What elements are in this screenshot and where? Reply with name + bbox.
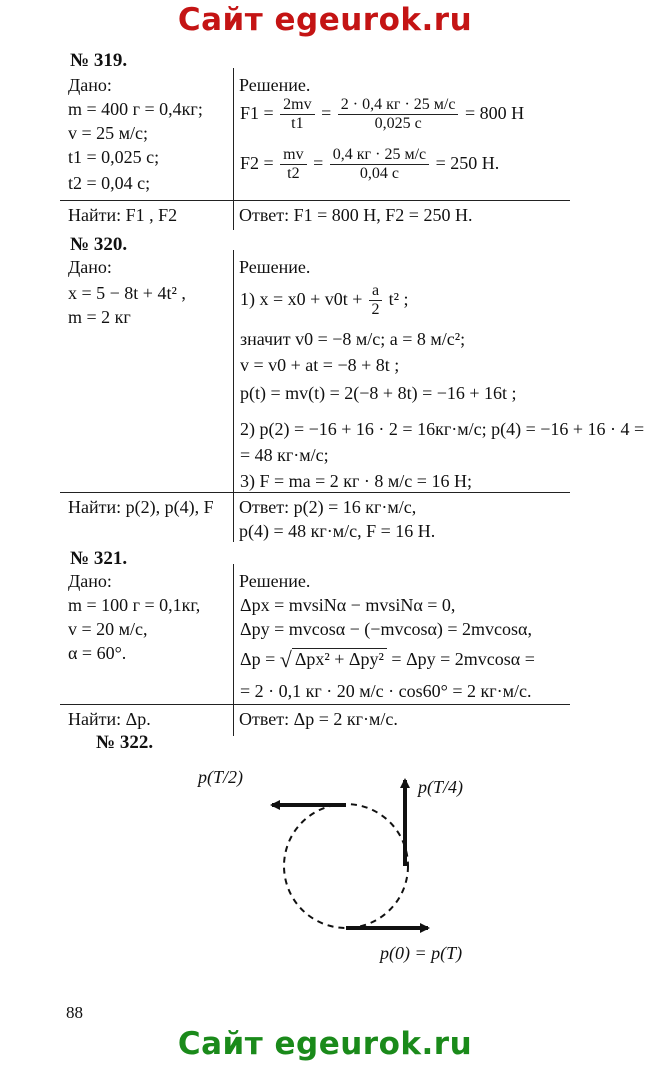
p321-line3-end: = Δpy = 2mvcosα =: [391, 649, 535, 669]
p320-answer-2: p(4) = 48 кг·м/с, F = 16 Н.: [239, 521, 436, 541]
p321-line-1: Δpx = mvsiNα − mvsiNα = 0,: [240, 595, 456, 615]
p319-eq1-result: = 800 Н: [464, 103, 525, 124]
site-watermark-bottom: Сайт egeurok.ru: [177, 1026, 473, 1062]
p319-eq2-den-1: t2: [287, 165, 300, 183]
p319-given-3: t1 = 0,025 с;: [68, 147, 160, 167]
p319-equation-1: F1 = $\frac{2mv}{t1}$ = $\frac{2 \cdot 0,4 кг \cdot 25 м/с}{0,025 с}$ = 800 Н: [240, 96, 525, 133]
problem-321-number: № 321.: [70, 548, 128, 569]
p319-equation-2: F2 = $\frac{mv}{t2}$ = $\frac{0,4 кг \cdot 25 м/с}{0,04 с}$ = 250 Н.: [240, 146, 500, 183]
p320-given-1: x = 5 − 8t + 4t² ,: [68, 283, 186, 303]
p320-line1-start: 1) x = x0 + v0t +: [240, 289, 363, 310]
label-p-half-period: p(T/2): [198, 767, 243, 787]
p321-line-4: = 2 · 0,1 кг · 20 м/с · cos60° = 2 кг·м/с.: [240, 681, 532, 701]
p320-given-2: m = 2 кг: [68, 307, 131, 327]
p319-eq2-num-1: mv: [280, 146, 306, 165]
p320-line-4: p(t) = mv(t) = 2(−8 + 8t) = −16 + 16t ;: [240, 383, 517, 403]
sqrt-sign-icon: √: [279, 647, 292, 672]
p321-line3-radicand: Δpx² + Δpy²: [292, 648, 387, 668]
p320-line1-end: t² ;: [388, 289, 409, 310]
p321-given-label: Дано:: [68, 571, 112, 591]
p319-given-2: v = 25 м/с;: [68, 123, 149, 143]
p320-line-7: 3) F = ma = 2 кг · 8 м/с = 16 Н;: [240, 471, 472, 491]
p321-find: Найти: Δp.: [68, 709, 151, 729]
p321-given-2: v = 20 м/с,: [68, 619, 148, 639]
p319-eq1-den-1: t1: [291, 115, 304, 133]
problem-319-number: № 319.: [70, 50, 128, 71]
p319-eq2-num-2: 0,4 кг · 25 м/с: [330, 146, 429, 165]
label-p-zero-period: p(0) = p(T): [380, 943, 463, 963]
p321-given-1: m = 100 г = 0,1кг,: [68, 595, 201, 615]
p320-solution-label: Решение.: [239, 257, 311, 277]
label-p-quarter-period: p(T/4): [418, 777, 463, 797]
p319-given-4: t2 = 0,04 с;: [68, 173, 151, 193]
p320-line-2: значит v0 = −8 м/с; a = 8 м/с²;: [240, 329, 466, 349]
problem-322-number: № 322.: [96, 732, 154, 753]
p319-answer: Ответ: F1 = 800 Н, F2 = 250 Н.: [239, 205, 473, 225]
p320-line1-frac-den: 2: [371, 301, 380, 319]
p321-solution-label: Решение.: [239, 571, 311, 591]
page-number: 88: [66, 1003, 83, 1022]
p319-eq2-lhs: F2 =: [240, 153, 274, 174]
p320-find: Найти: p(2), p(4), F: [68, 497, 214, 517]
p321-given-3: α = 60°.: [68, 643, 127, 663]
p320-line-5: 2) p(2) = −16 + 16 · 2 = 16кг·м/с; p(4) = −16 + 16 · 4 =: [240, 419, 645, 439]
site-watermark-top: Сайт egeurok.ru: [177, 2, 473, 38]
p319-given-1: m = 400 г = 0,4кг;: [68, 99, 203, 119]
p320-line1-frac-num: a: [369, 282, 382, 301]
circular-trajectory: [284, 804, 408, 928]
p319-eq1-num-2: 2 · 0,4 кг · 25 м/с: [338, 96, 459, 115]
p319-solution-label: Решение.: [239, 75, 311, 95]
p321-answer: Ответ: Δp = 2 кг·м/с.: [239, 709, 398, 729]
p319-given-label: Дано:: [68, 75, 112, 95]
p319-eq2-den-2: 0,04 с: [359, 165, 399, 183]
p319-eq1-lhs: F1 =: [240, 103, 274, 124]
p320-line-3: v = v0 + at = −8 + 8t ;: [240, 355, 400, 375]
problem-320-number: № 320.: [70, 234, 128, 255]
p319-eq1-num-1: 2mv: [280, 96, 314, 115]
p319-find: Найти: F1 , F2: [68, 205, 178, 225]
p319-eq2-result: = 250 Н.: [435, 153, 500, 174]
p320-line-6: = 48 кг·м/с;: [240, 445, 329, 465]
p321-line3-start: Δp =: [240, 649, 276, 669]
p320-given-label: Дано:: [68, 257, 112, 277]
p321-line-2: Δpy = mvcosα − (−mvcosα) = 2mvcosα,: [240, 619, 532, 639]
p320-answer-1: Ответ: p(2) = 16 кг·м/с,: [239, 497, 417, 517]
p319-eq1-den-2: 0,025 с: [374, 115, 422, 133]
